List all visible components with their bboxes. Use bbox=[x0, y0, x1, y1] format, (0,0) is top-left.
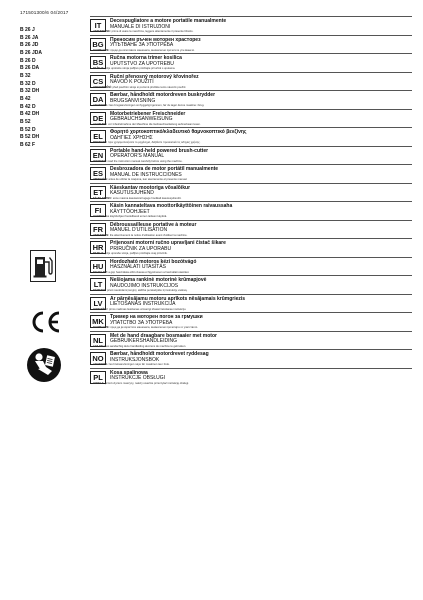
language-entry bbox=[90, 90, 412, 109]
language-title: Débroussailleuse portative à moteur bbox=[110, 221, 197, 228]
model-item: B 26 D bbox=[20, 57, 36, 64]
language-title: Decespugliatore a motore portatile manualmente bbox=[110, 18, 227, 24]
language-entry bbox=[90, 164, 412, 183]
language-subtitle: INSTRUKSJONSBOK bbox=[110, 356, 160, 363]
language-code: NO bbox=[90, 352, 106, 365]
language-entry bbox=[90, 220, 412, 239]
ce-mark-icon bbox=[30, 310, 62, 339]
model-item: B 26 JDA bbox=[20, 49, 42, 56]
language-code: PL bbox=[90, 371, 106, 384]
model-list bbox=[20, 27, 42, 150]
language-title: Ručna motorna trimer kosilica bbox=[110, 55, 182, 61]
language-subtitle: MANUEL D'UTILISATION bbox=[110, 227, 168, 233]
language-subtitle: LIETOŠANAS INSTRUKCIJA bbox=[110, 301, 176, 307]
model-item: B 26 JD bbox=[20, 42, 39, 49]
model-item: B 26 DA bbox=[20, 65, 40, 72]
language-code: LT bbox=[90, 278, 106, 291]
language-subtitle: ΟΔΗΓΙΕΣ ΧΡΗΣΗΣ bbox=[110, 134, 153, 141]
read-manual-icon bbox=[26, 347, 62, 388]
language-subtitle: HASZNÁLATI UTASÍTÁS bbox=[110, 264, 166, 270]
language-code: DA bbox=[90, 93, 106, 106]
language-subtitle: GEBRUIKERSHANDLEIDING bbox=[110, 338, 177, 344]
language-title: Motorbetriebener Freischneider bbox=[110, 110, 186, 117]
language-subtitle: INSTRUKCJE OBSŁUGI bbox=[110, 375, 166, 381]
language-warning: TÄHELEPANU: enne masina kasutamist lugege hoolikalt kasutusjuhendit. bbox=[93, 196, 182, 200]
language-subtitle: PRIRUČNIK ZA UPORABU bbox=[110, 245, 172, 252]
language-code: HU bbox=[90, 260, 106, 273]
language-warning: ATENCIÓN: antes de utilizar la máquina, leer atentamente el presente manual. bbox=[93, 178, 188, 181]
language-entry bbox=[90, 312, 412, 331]
model-item: B 52 DH bbox=[20, 134, 40, 141]
model-item: B 32 DH bbox=[20, 88, 40, 95]
language-warning: ADVARSEL: læs brugsanvisningen omhyggeligt igennem, før du tager denne maskine i brug. bbox=[93, 104, 205, 107]
language-code: IT bbox=[90, 19, 106, 32]
language-code: NL bbox=[90, 334, 106, 347]
language-subtitle: MANUAL DE INSTRUCCIONES bbox=[110, 171, 182, 178]
language-entry bbox=[90, 127, 412, 146]
language-subtitle: NAUDOJIMO INSTRUKCIJOS bbox=[110, 282, 179, 289]
language-code: HR bbox=[90, 241, 106, 254]
language-subtitle: UPUTSTVO ZA UPOTREBU bbox=[110, 60, 174, 67]
language-entry bbox=[90, 368, 412, 387]
language-title: Ar pārnēsājamu motoru aprīkots nēsājamais krūmgriezis bbox=[110, 295, 246, 302]
model-item: B 62 F bbox=[20, 141, 36, 148]
language-title: Prijenosni motorni ručno upravljani čistač šikare bbox=[110, 240, 226, 246]
language-entry bbox=[90, 72, 412, 91]
language-warning: ВНИМАНИЕ: преди да използвате машината, внимателно прочетете упътването. bbox=[93, 48, 195, 52]
language-entry bbox=[90, 294, 412, 313]
language-warning: PAZNJA: prije uporabe stroja, pažljivo pročitajte ovaj priručnik. bbox=[93, 252, 168, 255]
language-warning: ВНИМАНИЕ: пред да ја користите машината, внимателно прочитајте го упатството. bbox=[93, 326, 199, 329]
language-warning: PAŽNJA: prije upotrebe stroja pažljivo pročitajte priručnik s uputama. bbox=[93, 67, 176, 70]
language-warning: FIGYELEM: a gép használata előtt olvassa el figyelmesen a használati utasítást. bbox=[93, 270, 190, 274]
language-title: Преносим ръчен моторен храсторез bbox=[110, 36, 201, 43]
model-item: B 52 bbox=[20, 118, 31, 125]
language-title: Desbrozadora de motor portátil manualmente bbox=[110, 166, 219, 172]
language-subtitle: УПАТСТВО ЗА УПОТРЕБА bbox=[110, 319, 173, 326]
language-warning: ΠΡΟΣΟΧΗ: πριν χρησιμοποιήσετε το μηχάνημα, διαβάστε προσεκτικά τις οδηγίες χρήσης. bbox=[93, 141, 201, 144]
document-number: 171501300/6 04/2017 bbox=[20, 10, 69, 15]
language-entry bbox=[90, 275, 412, 294]
language-warning: ADVARSEL: les bruksanvisningen nøye før maskinen tas i bruk. bbox=[93, 363, 170, 366]
language-title: Nešiojama rankinė motorinė krūmapjovė bbox=[110, 277, 207, 283]
language-entry bbox=[90, 53, 412, 72]
language-subtitle: BRUGSANVISNING bbox=[110, 97, 156, 104]
language-entry bbox=[90, 183, 412, 202]
model-item: B 26 J bbox=[20, 27, 35, 33]
language-warning: ACHTUNG: vor Inbetriebnahme der Maschine die Gebrauchsanleitung aufmerksam lesen. bbox=[93, 122, 201, 126]
language-subtitle: GEBRAUCHSANWEISUNG bbox=[110, 116, 173, 122]
language-code: EL bbox=[90, 130, 106, 143]
language-warning: ATTENZIONE: prima di usare la macchina, leggere attentamente il presente libretto. bbox=[93, 30, 194, 33]
language-warning: WARNING: read the instruction manual carefully before using the machine. bbox=[93, 159, 183, 163]
model-item: B 32 D bbox=[20, 80, 36, 87]
language-entry bbox=[90, 109, 412, 128]
language-warning: UWAGA: przed użyciem maszyny, należy uważnie przeczytać instrukcję obsługi. bbox=[93, 381, 189, 385]
language-subtitle: УПЪТВАНЕ ЗА УПОТРЕБА bbox=[110, 42, 174, 48]
language-title: Portable hand-held powered brush-cutter bbox=[110, 147, 209, 154]
language-list bbox=[90, 16, 412, 386]
language-entry bbox=[90, 349, 412, 368]
language-title: Ruční přenosný motorový křovinořez bbox=[110, 73, 199, 80]
language-warning: UPOZORNĚNÍ: před použitím stroje si pozorně přečtěte tento návod k použití. bbox=[93, 85, 187, 89]
language-warning: ATTENTION: lire attentivement la notice d'utilisation avant d'utiliser la machine. bbox=[93, 233, 188, 237]
language-title: Met de hand draagbare bosmaaier met motor bbox=[110, 332, 217, 339]
language-warning: DĖMESIO: prieš naudodami įrenginį, atidžiai perskaitykite šį instrukcijų vadovą. bbox=[93, 289, 188, 292]
language-title: Hordozható motoros kézi bozótvágó bbox=[110, 258, 197, 265]
language-subtitle: KÄYTTÖOHJEET bbox=[110, 208, 150, 215]
language-warning: HUOMIO: lue käyttöohjeet huolellisesti ennen laitteen käyttöä. bbox=[93, 215, 167, 218]
language-entry bbox=[90, 35, 412, 54]
model-item: B 42 bbox=[20, 95, 31, 102]
model-item: B 42 D bbox=[20, 103, 36, 110]
language-subtitle: NÁVOD K POUŽITÍ bbox=[110, 79, 154, 85]
model-item: B 26 JA bbox=[20, 34, 39, 41]
language-code: LV bbox=[90, 297, 106, 310]
language-code: MK bbox=[90, 315, 106, 328]
language-title: Kosa spalinowa bbox=[110, 369, 148, 376]
language-warning: LET OP: lees aandachtig deze handleiding alvorens de machine te gebruiken. bbox=[93, 344, 187, 348]
language-code: ES bbox=[90, 167, 106, 180]
language-entry bbox=[90, 331, 412, 350]
language-title: Käeskantav mootoriga võsalõikur bbox=[110, 184, 191, 191]
language-title: Bærbar, håndholdt motordreven buskrydder bbox=[110, 92, 216, 98]
language-code: BS bbox=[90, 56, 106, 69]
language-entry bbox=[90, 257, 412, 276]
language-title: Φορητό χορτοκοπτικό/κλαδευτικό θαμνοκοπτικό βενζίνης bbox=[110, 129, 247, 135]
language-title: Bærbar, håndholdt motordrevet ryddesag bbox=[110, 351, 209, 357]
language-code: EN bbox=[90, 149, 106, 162]
language-code: FR bbox=[90, 223, 106, 236]
language-code: ET bbox=[90, 186, 106, 199]
language-code: CS bbox=[90, 75, 106, 88]
language-title: Käsin kannateltava moottorikäyttöinen raivaussaha bbox=[110, 203, 233, 209]
language-code: DE bbox=[90, 112, 106, 125]
language-entry bbox=[90, 201, 412, 220]
language-entry bbox=[90, 146, 412, 165]
language-code: BG bbox=[90, 38, 106, 51]
language-subtitle: KASUTUSJUHEND bbox=[110, 190, 154, 196]
language-entry bbox=[90, 238, 412, 257]
fuel-pump-icon bbox=[30, 250, 56, 287]
language-entry bbox=[90, 16, 412, 35]
language-warning: UZMANĪBU: pirms mašīnas lietošanas uzmanīgi izlasiet lietošanas instrukciju. bbox=[93, 307, 187, 311]
language-subtitle: MANUALE DI ISTRUZIONI bbox=[110, 23, 171, 30]
model-item: B 32 bbox=[20, 72, 31, 79]
language-code: FI bbox=[90, 204, 106, 217]
language-title: Тример на моторен погон за грмушки bbox=[110, 314, 203, 320]
model-item: B 42 DH bbox=[20, 111, 40, 118]
language-subtitle: OPERATOR'S MANUAL bbox=[110, 153, 165, 159]
model-item: B 52 D bbox=[20, 126, 36, 133]
